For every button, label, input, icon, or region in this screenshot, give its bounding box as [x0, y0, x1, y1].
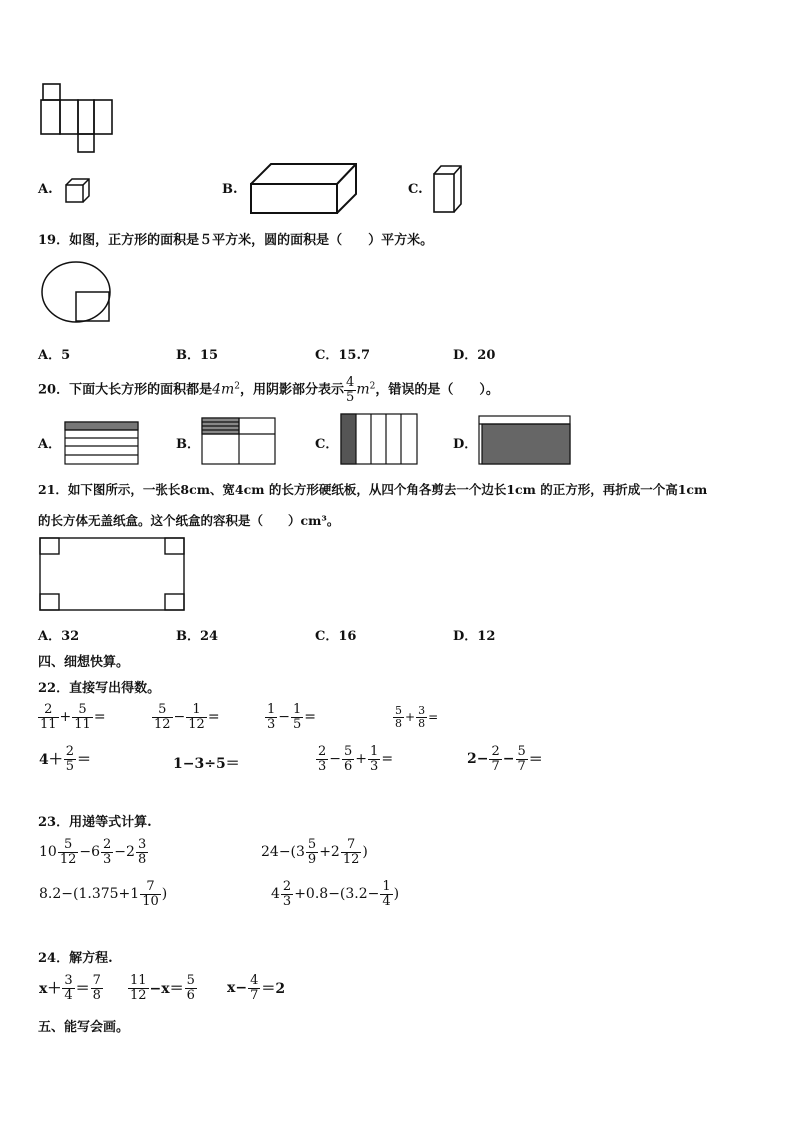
q24-eq-1: x＋ $\frac{3}{4}$ ＝ $\frac{7}{8}$ [39, 973, 101, 1003]
q23-stem: 23．用递等式计算. [38, 815, 152, 830]
q20-option-a[interactable]: A． [38, 437, 62, 452]
section4-heading: 四、细想快算。 [38, 655, 130, 670]
q20-option-d[interactable]: D． [453, 437, 478, 452]
q22-expr-6: 1−3÷5＝ [173, 756, 240, 772]
q22-expr-7: $\frac{2}{3}$ − $\frac{5}{6}$ + $\frac{1}{3}$ = [318, 744, 394, 774]
q19-option-b[interactable]: B．15 [176, 348, 219, 363]
q22-expr-8: 2− $\frac{2}{7}$ − $\frac{5}{7}$ ＝ [467, 744, 543, 774]
q21-option-a[interactable]: A．32 [38, 629, 80, 644]
q18-option-a[interactable]: A. [38, 182, 53, 197]
q22-expr-3: $\frac{1}{3}$ − $\frac{1}{5}$ = [267, 702, 317, 732]
q22-expr-5: 4＋ $\frac{2}{5}$ ＝ [39, 744, 92, 774]
q22-expr-4: $\frac{5}{8}$ + $\frac{3}{8}$ = [395, 704, 439, 730]
section5-heading: 五、能写会画。 [38, 1020, 130, 1035]
q23-expr-2: 24−(3 $\frac{5}{9}$ +2 $\frac{7}{12}$ ) [261, 837, 368, 867]
q23-expr-3: 8.2−(1.375+1 $\frac{7}{10}$ ) [39, 879, 168, 909]
q21-option-b[interactable]: B．24 [176, 629, 219, 644]
q18-option-b[interactable]: B. [222, 182, 238, 197]
q21-stem-line1: 21．如下图所示，一张长8cm、宽4cm 的长方形硬纸板，从四个角各剪去一个边长1cm 的正方形，再折成一个高1cm [38, 482, 708, 497]
q22-stem: 22．直接写出得数。 [38, 681, 161, 696]
q24-eq-3: x− $\frac{4}{7}$ ＝2 [227, 973, 286, 1003]
q19-option-c[interactable]: C．15.7 [315, 348, 371, 363]
q18-option-c[interactable]: C. [408, 182, 423, 197]
q23-expr-4: 4 $\frac{2}{3}$ +0.8−(3.2− $\frac{1}{4}$ ) [271, 879, 400, 909]
q21-stem-line2: 的长方体无盖纸盒。这个纸盒的容积是（ ）cm³。 [38, 513, 340, 528]
q22-expr-2: $\frac{5}{12}$ − $\frac{1}{12}$ = [154, 702, 220, 732]
q21-option-d[interactable]: D．12 [453, 629, 496, 644]
q20-stem: 20．下面大长方形的面积都是$4m^2$，用阴影部分表示 $\frac{4}{5}$ $m^2$，错误的是（ ）。 [38, 375, 499, 405]
q24-stem: 24．解方程. [38, 951, 113, 966]
q21-option-c[interactable]: C．16 [315, 629, 357, 644]
q20-option-c[interactable]: C． [315, 437, 339, 452]
q22-expr-1: $\frac{2}{11}$ + $\frac{5}{11}$ = [40, 702, 106, 732]
q19-option-d[interactable]: D．20 [453, 348, 496, 363]
q19-option-a[interactable]: A．5 [38, 348, 71, 363]
q19-stem: 19．如图，正方形的面积是５平方米，圆的面积是（ ）平方米。 [38, 233, 434, 248]
q24-eq-2: $\frac{11}{12}$ −x＝ $\frac{5}{6}$ [130, 973, 195, 1003]
q20-option-b[interactable]: B． [176, 437, 200, 452]
q23-expr-1: 10 $\frac{5}{12}$ −6 $\frac{2}{3}$ −2 $\frac{3}{8}$ [39, 837, 147, 867]
